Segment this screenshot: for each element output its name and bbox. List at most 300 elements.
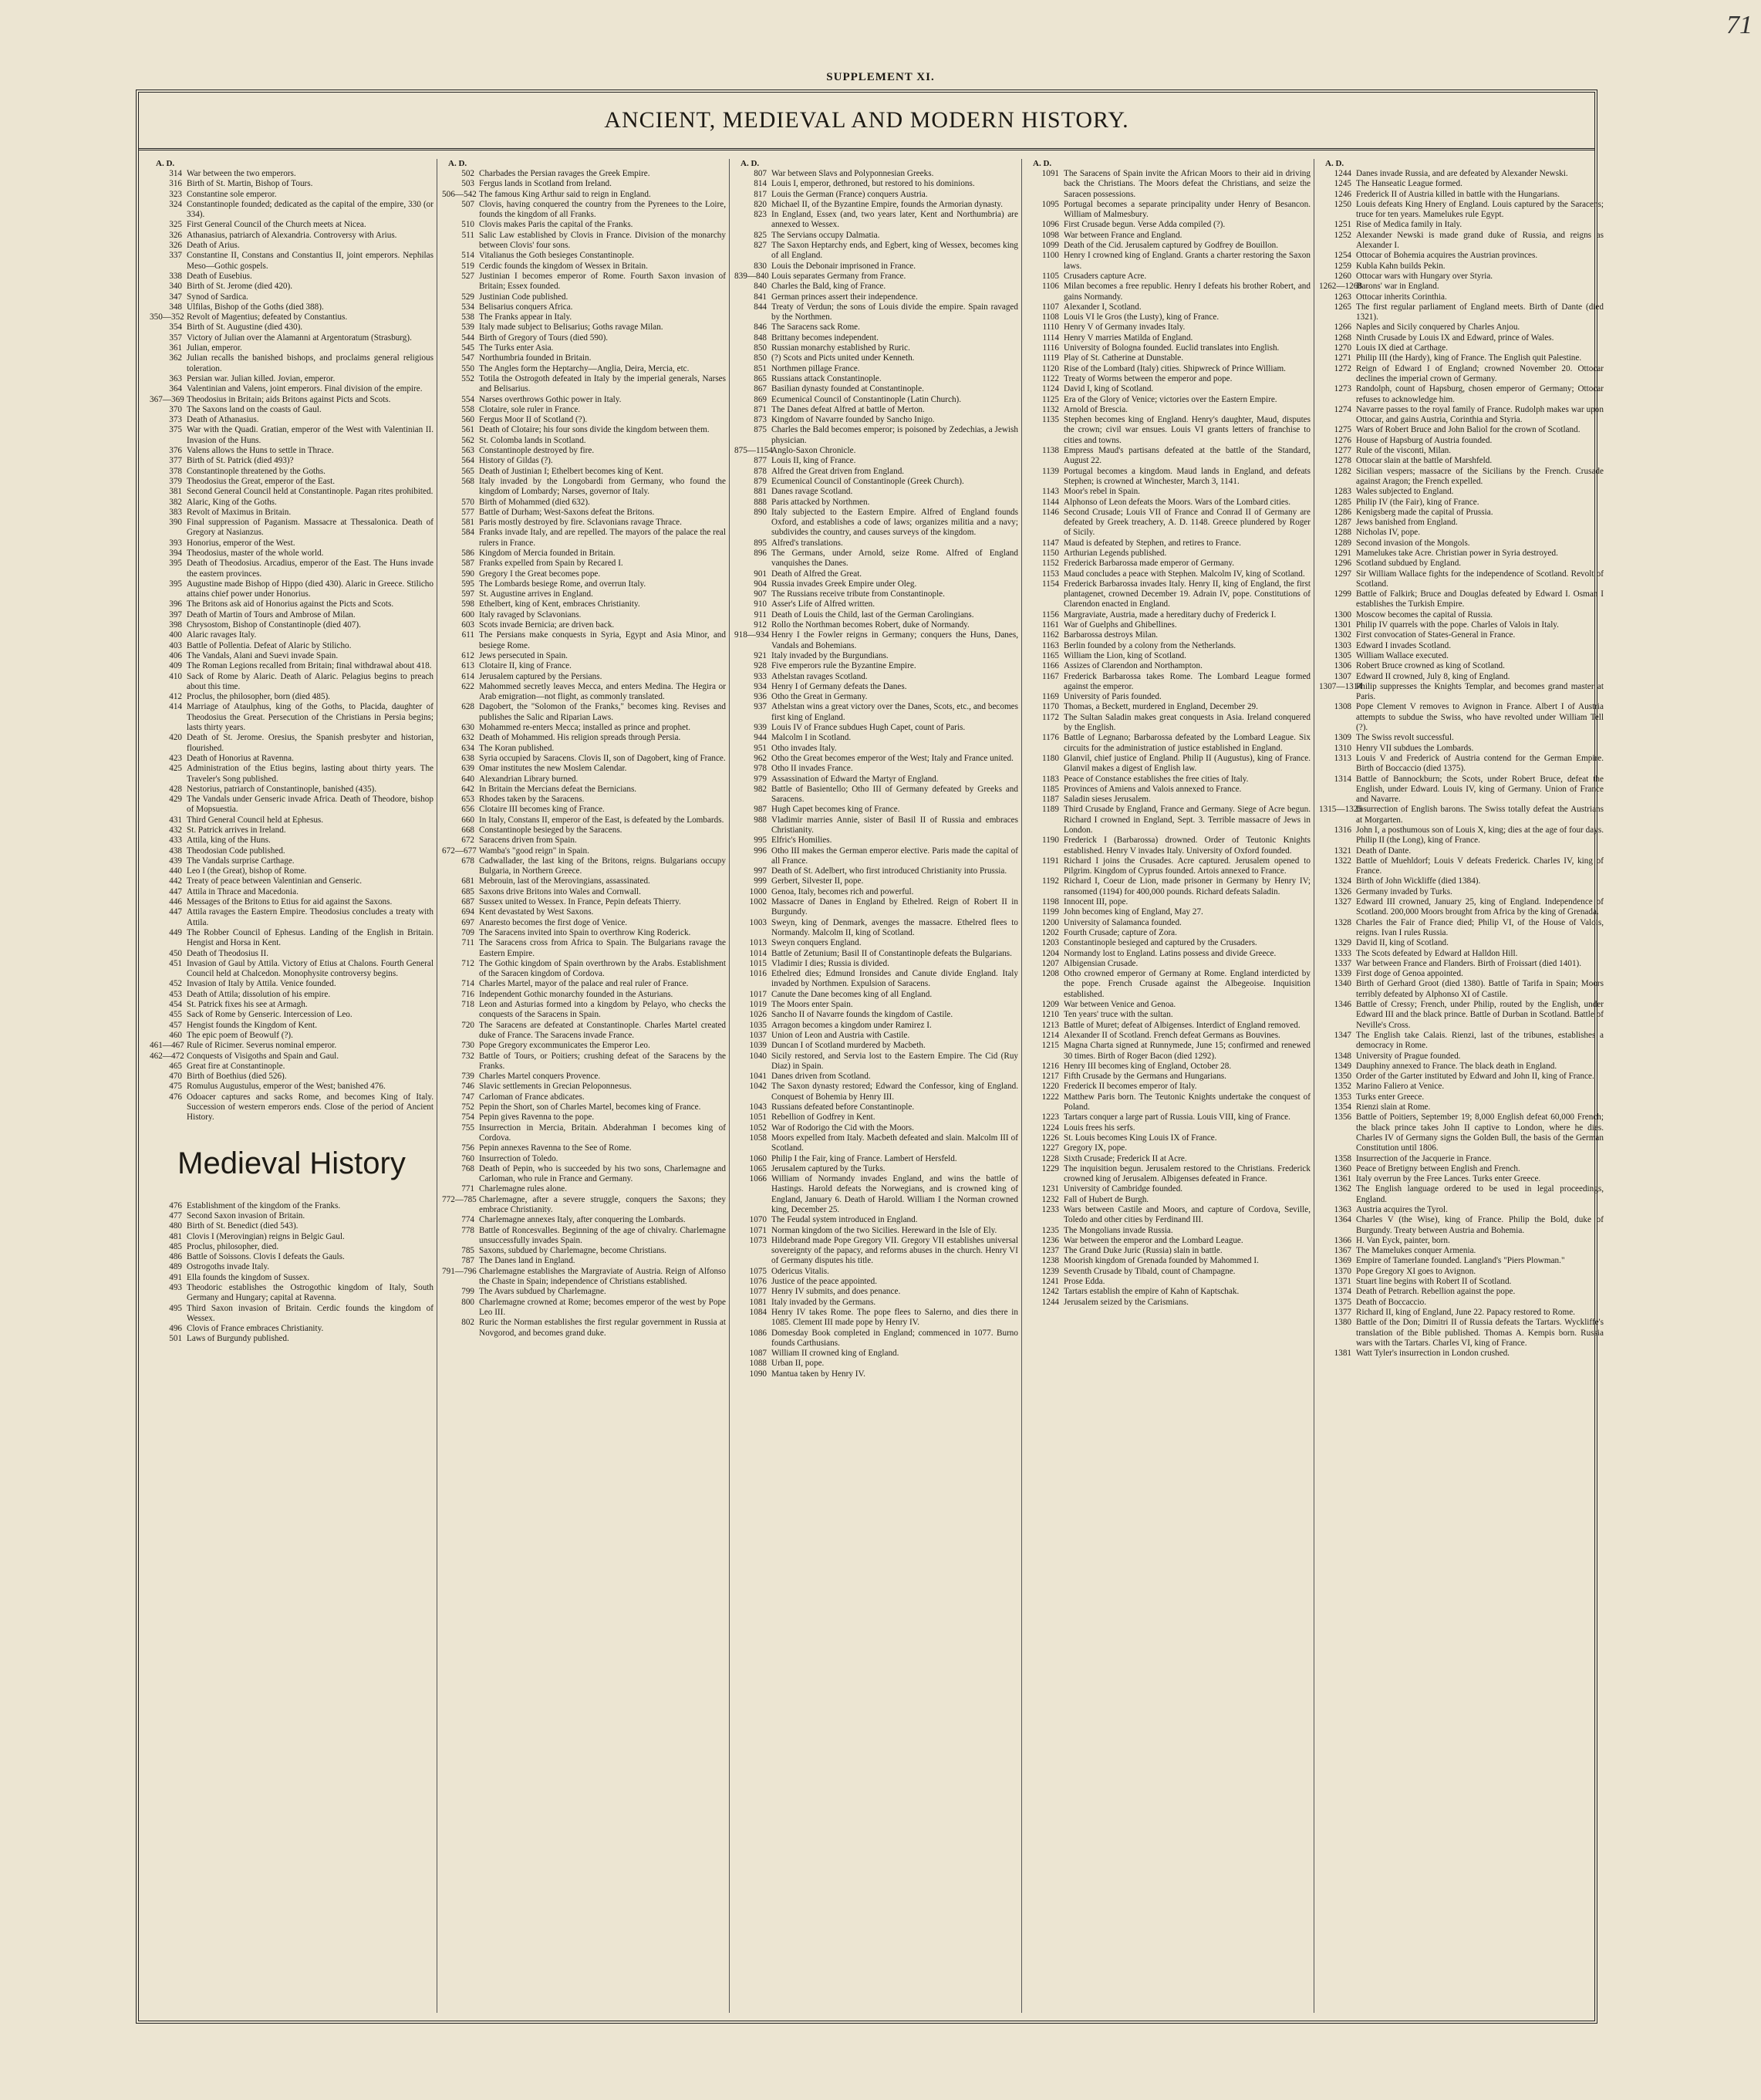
entry-text: Mahommed secretly leaves Mecca, and enters Medina. The Hegira or Arab emigration—not flight, as commonly translated. [479,681,726,702]
history-entry [150,539,434,549]
history-entry [1319,856,1604,877]
entry-text: David I, king of Scotland. [1064,384,1154,394]
entry-year: 630 [461,723,474,733]
entry-year: 550 [461,363,474,373]
history-entry [734,343,1018,353]
history-entry [150,672,434,693]
entry-text: Rhodes taken by the Saracens. [479,795,585,805]
entry-year: 1058 [749,1133,767,1143]
entry-text: Kent devastated by West Saxons. [479,907,594,917]
entry-year: 1207 [1041,958,1059,968]
entry-year: 1153 [1042,569,1059,579]
entry-text: Sicilian vespers; massacre of the Sicilians by the French. Crusade against Aragon; the French expelled. [1356,466,1604,486]
entry-text: Michael II, of the Byzantine Empire, founds the Armorian dynasty. [771,199,1004,209]
entry-text: Tartars establish the empire of Kahn of Kaptschak. [1064,1287,1240,1297]
history-entry [1319,846,1604,856]
entry-text: War of Guelphs and Ghibellines. [1064,620,1177,630]
entry-year: 888 [754,497,767,507]
entry-text: Clovis I (Merovingian) reigns in Belgic Gaul. [187,1231,345,1241]
entry-text: Treaty of Worms between the emperor and pope. [1064,373,1233,383]
entry-year: 1329 [1334,938,1351,948]
history-entry [150,343,434,353]
history-entry [734,1041,1018,1051]
entry-text: First General Council of the Church meets at Nicea. [187,220,366,230]
entry-text: Duncan I of Scotland murdered by Macbeth. [771,1041,926,1051]
entry-year: 395 [169,559,182,569]
entry-year: 1202 [1041,927,1059,937]
entry-text: Henry III becomes king of England, October 28. [1064,1061,1232,1071]
entry-text: Vladimir marries Annie, sister of Basil II of Russia and embraces Christianity. [771,815,1018,835]
entry-year: 844 [754,302,767,312]
history-entry [150,856,434,866]
entry-year: 634 [461,743,474,753]
entry-year: 823 [754,210,767,220]
history-entry [1027,333,1311,343]
entry-year: 1244 [1334,169,1351,178]
entry-year: 1251 [1334,220,1351,230]
history-entry [1027,1133,1311,1143]
entry-text: Ruric the Norman establishes the first regular government in Russia at Novgorod, and becomes grand duke. [479,1318,726,1338]
history-entry [1319,1164,1604,1174]
entry-year: 807 [754,169,767,178]
entry-year: 1084 [749,1307,767,1317]
entry-year: 718 [461,1000,474,1010]
entry-text: The Saxon Heptarchy ends, and Egbert, king of Wessex, becomes king of all England. [771,241,1018,261]
history-entry [442,477,726,498]
entry-text: Death of Arius. [187,241,240,251]
history-entry [442,262,726,272]
entry-year: 1073 [749,1235,767,1245]
entry-year: 476 [169,1092,182,1102]
history-entry [1027,907,1311,917]
entry-text: Battle of Roncesvalles. Beginning of the age of chivalry. Charlemagne unsuccessfully invades Spain. [479,1225,726,1245]
entry-text: St. Colomba lands in Scotland. [479,435,586,445]
entry-year: 653 [461,795,474,805]
history-entry [734,672,1018,682]
history-entry [150,692,434,702]
entry-year: 1000 [749,886,767,896]
history-entry [1027,795,1311,805]
history-entry [1319,190,1604,200]
entry-year: 1135 [1042,415,1059,425]
entry-year: 1110 [1042,322,1059,333]
history-entry [150,395,434,405]
history-entry [442,251,726,261]
entry-text: Canute the Dane becomes king of all England. [771,989,933,999]
entry-year: 361 [169,343,182,353]
entry-year: 850 [754,353,767,363]
entry-text: Hildebrand made Pope Gregory VII. Gregory VII establishes universal sovereignty of the papacy, and reforms abuses in the church. Henry VI of Germany disputes his title. [771,1235,1018,1266]
entry-year: 397 [169,609,182,620]
history-entry [1027,251,1311,272]
history-entry [150,579,434,600]
entry-year: 493 [169,1282,182,1292]
entry-text: Berlin founded by a colony from the Netherlands. [1064,640,1236,650]
entry-year: 839—840 [734,271,769,281]
entry-year: 560 [461,415,474,425]
history-entry [734,959,1018,969]
entry-text: Moor's rebel in Spain. [1064,487,1140,497]
ad-label: A. D. [156,159,175,168]
entry-year: 1367 [1334,1246,1351,1256]
entry-year: 1096 [1041,220,1059,230]
entry-text: Alaric ravages Italy. [187,630,257,640]
history-entry [1319,589,1604,610]
entry-text: Athelstan ravages Scotland. [771,671,868,681]
history-entry [1319,969,1604,979]
history-entry [1319,754,1604,775]
history-entry [150,446,434,456]
entry-year: 510 [461,220,474,230]
entry-year: 827 [754,241,767,251]
history-entry [1027,241,1311,251]
entry-text: The Scots defeated by Edward at Halldon Hill. [1356,948,1518,958]
entry-text: Paris mostly destroyed by fire. Sclavonians ravage Thrace. [479,518,682,528]
history-entry [734,374,1018,384]
entry-year: 423 [169,753,182,763]
entry-year: 1051 [749,1112,767,1123]
entry-year: 485 [169,1241,182,1251]
entry-year: 447 [169,886,182,896]
entry-year: 988 [754,815,767,825]
history-entry [734,918,1018,939]
entry-year: 1262—1268 [1319,282,1362,292]
entry-text: Theodosius the Great, emperor of the East. [187,476,335,486]
entry-text: Administration of the Etius begins, lasting about thirty years. The Traveler's Song published. [187,764,434,784]
entry-text: Alaric, King of the Goths. [187,497,277,507]
entry-text: Ethelred dies; Edmund Ironsides and Canute divide England. Italy invaded by Northmen. Expulsion of Saracens. [771,969,1018,989]
entry-text: Anglo-Saxon Chronicle. [771,446,856,456]
history-entry [1027,231,1311,241]
history-entry [150,312,434,322]
entry-text: Franks invade Italy, and are repelled. The mayors of the palace the real rulers in France. [479,528,726,548]
entry-year: 752 [461,1102,474,1112]
entry-text: Birth of Gerhard Groot (died 1380). Battle of Tarifa in Spain; Moors terribly defeated by Alphonso XI of Castile. [1356,979,1604,999]
entry-text: First Crusade begun. Verse Adda compiled (?). [1064,220,1226,230]
entry-text: Danes ravage Scotland. [771,487,853,497]
history-entry [1319,1072,1604,1082]
entry-year: 410 [169,671,182,681]
history-entry [1027,754,1311,775]
history-entry [1027,733,1311,754]
history-entry [442,846,726,856]
history-entry [1027,539,1311,549]
history-entry [150,1031,434,1041]
entry-text: Clotaire, sole ruler in France. [479,404,581,414]
entry-text: Death of the Cid. Jerusalem captured by Godfrey de Bouillon. [1064,241,1279,251]
history-entry [1027,405,1311,415]
entry-text: Justinian Code published. [479,292,568,302]
history-entry [442,1318,726,1339]
entry-text: Charles Martel, mayor of the palace and real ruler of France. [479,979,689,989]
entry-year: 1369 [1334,1256,1351,1266]
history-entry [442,302,726,312]
entry-text: Otho III makes the German emperor elective. Paris made the capital of all France. [771,846,1018,866]
history-entry [1319,959,1604,969]
entry-text: The Lombards besiege Rome, and overrun Italy. [479,579,646,589]
entry-year: 446 [169,897,182,907]
entry-text: Leo I (the Great), bishop of Rome. [187,866,307,876]
entry-text: Jerusalem captured by the Persians. [479,671,602,681]
entry-year: 871 [754,404,767,414]
entry-year: 376 [169,446,182,456]
entry-text: Charlemagne, after a severe struggle, conquers the Saxons; they embrace Christianity. [479,1194,726,1214]
history-entry [150,231,434,241]
history-entry [1027,1298,1311,1308]
entry-year: 507 [461,199,474,209]
entry-text: The Grand Duke Juric (Russia) slain in battle. [1064,1246,1223,1256]
entry-text: Death of Attila; dissolution of his empire. [187,989,331,999]
entry-year: 558 [461,404,474,414]
entry-text: Frederick Barbarossa invades Italy. Henry II, king of England, the first plantagenet, crowned December 19. Adrain IV, pope. Constitutions of Clarendon enacted in England. [1064,579,1311,609]
history-entry [1319,353,1604,363]
entry-year: 1162 [1042,630,1059,640]
history-entry [150,1262,434,1272]
entry-text: Death of St. Adelbert, who first introduced Christianity into Prussia. [771,866,1007,876]
ad-label: A. D. [1033,159,1052,168]
entry-year: 1315—1325 [1319,805,1362,815]
history-entry [1027,467,1311,488]
entry-year: 1223 [1041,1112,1059,1123]
entry-year: 1327 [1334,897,1351,907]
history-entry [734,1215,1018,1225]
entry-text: Italy invaded by the Burgundians. [771,650,889,660]
entry-year: 326 [169,241,182,251]
entry-text: Battle of Muret; defeat of Albigenses. Interdict of England removed. [1064,1020,1301,1030]
entry-year: 400 [169,630,182,640]
history-entry [1027,559,1311,569]
entry-year: 1302 [1334,630,1351,640]
entry-year: 1366 [1334,1235,1351,1245]
history-entry [150,456,434,466]
entry-year: 622 [461,681,474,691]
entry-year: 814 [754,179,767,189]
entry-year: 910 [754,599,767,609]
history-entry [1027,949,1311,959]
history-entry [442,959,726,980]
entry-text: Portugal becomes a separate principality under Henry of Besancon. William of Malmesbury. [1064,199,1311,220]
entry-text: Otho the Great in Germany. [771,692,868,702]
entry-year: 1154 [1042,579,1059,589]
entry-text: The famous King Arthur said to reign in England. [479,189,651,199]
entry-year: 561 [461,425,474,435]
history-entry [150,518,434,539]
entry-text: The Vandals, Alani and Suevi invade Spain. [187,650,339,660]
entry-text: Gerbert, Silvester II, pope. [771,876,864,886]
entry-text: Death of Honorius at Ravenna. [187,753,294,763]
entry-year: 577 [461,507,474,517]
entry-year: 1364 [1334,1215,1351,1225]
entry-text: Hugh Capet becomes king of France. [771,805,900,815]
entry-year: 1291 [1334,548,1351,558]
history-entry [1027,969,1311,1000]
history-entry [734,682,1018,692]
entry-text: Synod of Sardica. [187,292,248,302]
history-entry [1027,1082,1311,1092]
entry-text: Charlemagne rules alone. [479,1184,568,1194]
history-entry [150,200,434,221]
history-entry [1027,775,1311,785]
entry-text: Julian recalls the banished bishops, and proclaims general religious toleration. [187,353,434,373]
history-entry [734,651,1018,661]
entry-text: Athelstan wins a great victory over the Danes, Scots, etc., and becomes first king of England. [771,702,1018,722]
history-entry [1027,1154,1311,1164]
entry-year: 1215 [1041,1041,1059,1051]
history-entry [1027,1072,1311,1082]
entry-text: Romulus Augustulus, emperor of the West; banished 476. [187,1082,386,1092]
entry-text: Peace of Constance establishes the free cities of Italy. [1064,774,1249,784]
history-entry [150,907,434,928]
entry-year: 1276 [1334,435,1351,445]
entry-text: Kenigsberg made the capital of Prussia. [1356,507,1493,517]
entry-text: Jerusalem captured by the Turks. [771,1163,886,1173]
entry-year: 799 [461,1287,474,1297]
entry-text: Danes driven from Scotland. [771,1072,871,1082]
entry-text: Union of Leon and Austria with Castile. [771,1030,910,1040]
entry-text: Otho crowned emperor of Germany at Rome. England interdicted by the pope. French Crusade against the Albegeoise. Inquisition established. [1064,969,1311,999]
history-entry [442,1092,726,1102]
history-entry [442,775,726,785]
entry-text: The Russians receive tribute from Constantinople. [771,589,945,599]
history-entry [1027,836,1311,856]
history-entry [1319,1184,1604,1205]
history-entry [1319,979,1604,1000]
entry-year: 1213 [1041,1020,1059,1030]
history-entry [1027,549,1311,559]
entry-year: 1245 [1334,179,1351,189]
history-entry [1027,938,1311,948]
history-entry [1319,744,1604,754]
entry-year: 1358 [1334,1153,1351,1163]
entry-text: Battle of Tours, or Poitiers; crushing defeat of the Saracens by the Franks. [479,1051,726,1071]
history-entry [1027,876,1311,897]
entry-text: The Germans, under Arnold, seize Rome. Alfred of England vanquishes the Danes. [771,548,1018,569]
entry-text: Saladin sieses Jerusalem. [1064,795,1151,805]
entry-text: Clotaire III becomes king of France. [479,805,605,815]
entry-year: 1227 [1041,1143,1059,1153]
history-entry [1319,498,1604,508]
history-entry [734,1226,1018,1236]
entry-text: Rule of Ricimer. Severus nominal emperor. [187,1041,337,1051]
entry-year: 581 [461,518,474,528]
history-entry [1027,1123,1311,1133]
entry-text: Constantinople besieged and captured by the Crusaders. [1064,938,1257,948]
entry-text: Ten years' truce with the sultan. [1064,1010,1173,1020]
column-5-list [1319,169,1604,1359]
entry-year: 867 [754,384,767,394]
entry-text: War between Venice and Genoa. [1064,1000,1176,1010]
history-entry [734,1298,1018,1308]
entry-text: Ostrogoths invade Italy. [187,1262,270,1272]
entry-text: Omar institutes the new Moslem Calendar. [479,764,627,774]
entry-text: Northmen pillage France. [771,363,860,373]
history-entry [734,1133,1018,1154]
entry-text: Jerusalem seized by the Carismians. [1064,1297,1189,1307]
column-4 [1027,159,1314,2013]
history-entry [734,1031,1018,1041]
entry-year: 1220 [1041,1082,1059,1092]
entry-text: Tartars conquer a large part of Russia. Louis VIII, king of France. [1064,1112,1290,1123]
entry-text: Death of Pepin, who is succeeded by his two sons, Charlemagne and Carloman, who rule in France and Germany. [479,1163,726,1184]
entry-year: 1013 [749,938,767,948]
entry-text: Empress Maud's partisans defeated at the battle of the Standard, August 22. [1064,446,1311,466]
history-entry [734,692,1018,702]
entry-text: Cerdic founds the kingdom of Wessex in Britain. [479,261,648,271]
entry-text: Constantinople besieged by the Saracens. [479,825,622,835]
history-entry [1027,1092,1311,1113]
entry-year: 1272 [1334,363,1351,373]
entry-year: 907 [754,589,767,599]
entry-text: Richard I joins the Crusades. Acre captured. Jerusalem opened to Pilgrim. Kingdom of Cyprus founded. Artois annexed to France. [1064,856,1311,876]
entry-year: 747 [461,1092,474,1102]
entry-text: Death of Martin of Tours and Ambrose of Milan. [187,609,356,620]
entry-text: Birth of St. Martin, Bishop of Tours. [187,179,313,189]
entry-year: 1307 [1334,671,1351,681]
history-entry [1319,1082,1604,1092]
entry-text: Jews persecuted in Spain. [479,650,568,660]
entry-year: 1035 [749,1020,767,1030]
entry-text: The Feudal system introduced in England. [771,1215,918,1225]
entry-year: 1120 [1042,363,1059,373]
history-entry [1319,467,1604,488]
entry-year: 851 [754,363,767,373]
entry-text: Albigensian Crusade. [1064,958,1139,968]
history-entry [442,579,726,589]
history-entry [734,1072,1018,1082]
history-entry [150,282,434,292]
entry-year: 1337 [1334,958,1351,968]
entry-year: 1204 [1041,948,1059,958]
history-entry [442,825,726,836]
entry-year: 996 [754,846,767,856]
entry-year: 1250 [1334,199,1351,209]
entry-text: Birth of John Wickliffe (died 1384). [1356,876,1481,886]
entry-text: H. Van Eyck, painter, born. [1356,1235,1450,1245]
history-entry [1319,620,1604,630]
history-entry [442,876,726,886]
history-entry [442,1226,726,1247]
history-entry [1319,559,1604,569]
history-entry [442,785,726,795]
entry-text: Charles the Bald, king of France. [771,282,886,292]
entry-year: 1340 [1334,979,1351,989]
history-entry [734,1010,1018,1020]
entry-year: 933 [754,671,767,681]
history-entry [1027,928,1311,938]
entry-year: 449 [169,927,182,937]
history-entry [442,1246,726,1256]
entry-text: Wars of Robert Bruce and John Baliol for the crown of Scotland. [1356,425,1581,435]
history-entry [1027,312,1311,322]
history-entry [1027,1267,1311,1277]
entry-text: Clotaire II, king of France. [479,661,572,671]
entry-text: The Servians occupy Dalmatia. [771,230,880,240]
entry-text: German princes assert their independence. [771,292,918,302]
entry-text: (?) Scots and Picts united under Kenneth. [771,353,915,363]
entry-year: 1209 [1041,1000,1059,1010]
entry-year: 1339 [1334,969,1351,979]
entry-text: The Britons ask aid of Honorius against the Picts and Scots. [187,599,394,609]
entry-text: Sack of Rome by Alaric. Death of Alaric. Pelagius begins to preach about this time. [187,671,434,691]
history-entry [442,661,726,671]
entry-text: Conquests of Visigoths and Spain and Gaul. [187,1051,339,1061]
entry-text: Great fire at Constantinople. [187,1061,285,1071]
entry-year: 600 [461,609,474,620]
entry-text: Arnold of Brescia. [1064,404,1128,414]
history-entry [442,1256,726,1266]
history-entry [442,754,726,764]
entry-year: 1301 [1334,620,1351,630]
